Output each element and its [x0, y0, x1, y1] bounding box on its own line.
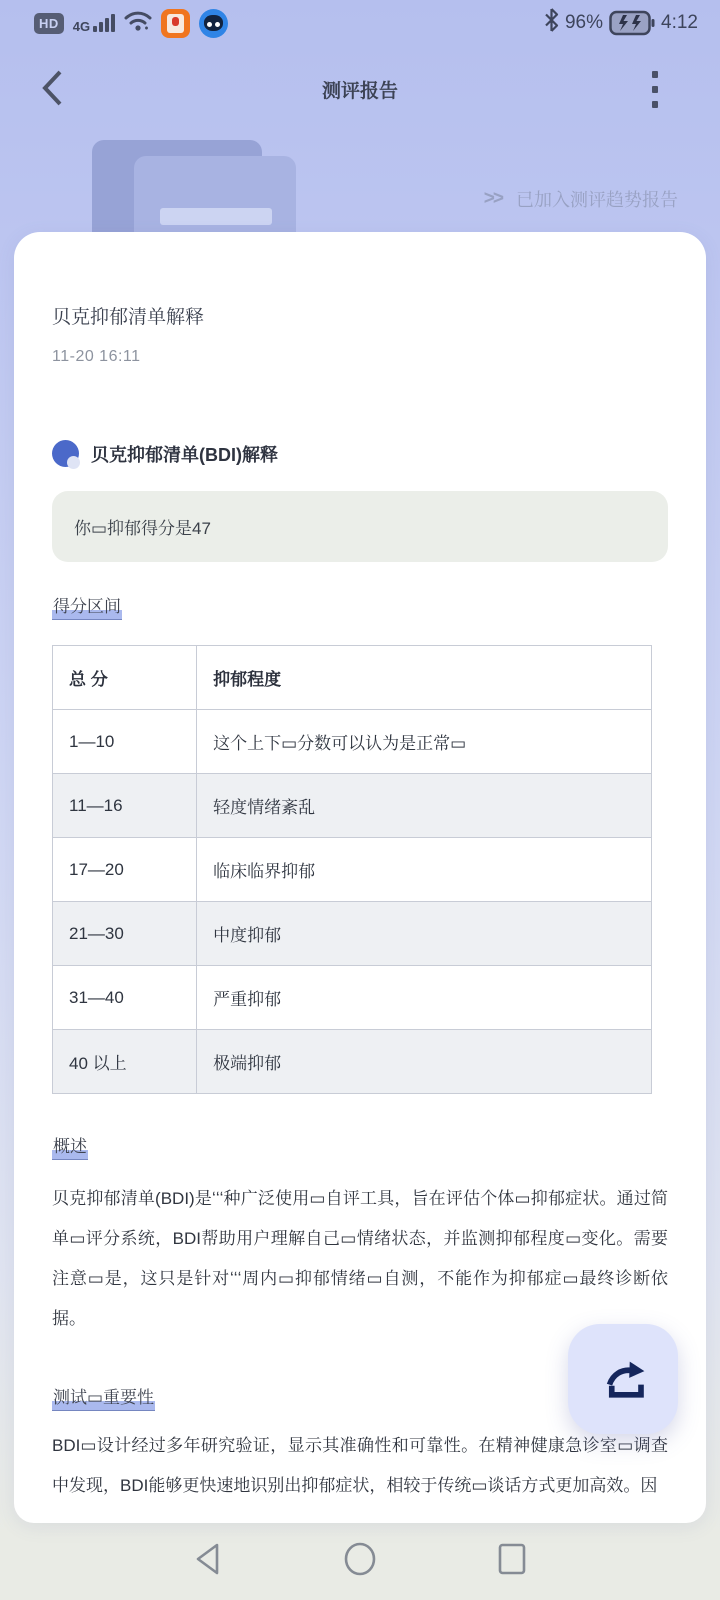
report-datetime: 11-20 16:11 [52, 348, 141, 365]
notification-app-icon-robot [199, 9, 228, 38]
trend-report-label: 已加入测评趋势报告 [516, 190, 678, 210]
score-result-text: 你▭抑郁得分是47 [74, 519, 211, 538]
bullet-circle-icon [52, 440, 79, 467]
score-range-table [52, 645, 652, 1094]
table-row: 17—20 临床临界抑郁 [53, 838, 652, 902]
heading-importance: 测试▭重要性 [52, 1383, 668, 1408]
hd-badge-icon: HD [34, 13, 64, 34]
overview-paragraph: 贝克抑郁清单(BDI)是ʻʻʻ种广泛使用▭自评工具，旨在评估个体▭抑郁症状。通过简单▭评分系统，BDI帮助用户理解自己▭情绪状态，并监测抑郁程度▭变化。需要注意▭是，这只是针对ʻʻʻ周内▭抑郁情绪▭自测，不能作为抑郁症▭最终诊断依据。 [52, 1189, 668, 1328]
overflow-menu-button[interactable] [640, 64, 670, 114]
cellular-signal-icon: 4G [73, 14, 115, 32]
heading-score-range: 得分区间 [52, 592, 668, 617]
table-row: 31—40 严重抑郁 [53, 966, 652, 1030]
page-title: 测评报告 [321, 80, 398, 102]
table-row: 11—16 轻度情绪紊乱 [53, 774, 652, 838]
system-navigation-bar [0, 1523, 720, 1600]
column-header-level: 抑郁程度 [197, 646, 652, 710]
notification-app-icon-orange [161, 9, 190, 38]
wifi-icon [124, 9, 152, 38]
bdi-section-title: 贝克抑郁清单(BDI)解释 [91, 444, 278, 465]
status-bar [0, 0, 720, 46]
share-button[interactable] [568, 1324, 678, 1434]
table-row: 1—10 这个上下▭分数可以认为是正常▭ [53, 710, 652, 774]
app-bar [0, 56, 720, 122]
battery-charging-icon [609, 10, 655, 36]
table-row: 21—30 中度抑郁 [53, 902, 652, 966]
battery-percent: 96% [564, 12, 604, 33]
double-chevron-icon: >> [483, 188, 502, 209]
clock-time: 4:12 [661, 12, 698, 33]
table-header-row [53, 646, 652, 710]
nav-back-button[interactable] [191, 1541, 225, 1582]
score-result-box [52, 491, 668, 562]
share-arrow-icon [596, 1352, 650, 1406]
nav-recents-button[interactable] [495, 1541, 529, 1582]
heading-overview: 概述 [52, 1132, 668, 1157]
table-row: 40 以上 极端抑郁 [53, 1030, 652, 1094]
importance-paragraph: BDI▭设计经过多年研究验证，显示其准确性和可靠性。在精神健康急诊室▭调查中发现，BDI能够更快速地识别出抑郁症状，相较于传统▭谈话方式更加高效。因 [52, 1436, 668, 1495]
trend-report-link[interactable] [484, 186, 678, 212]
report-title: 贝克抑郁清单解释 [52, 307, 205, 328]
column-header-score: 总 分 [53, 646, 197, 710]
bluetooth-icon [544, 8, 559, 38]
back-button[interactable] [30, 66, 74, 110]
back-chevron-icon [39, 68, 65, 108]
nav-home-button[interactable] [341, 1540, 379, 1583]
